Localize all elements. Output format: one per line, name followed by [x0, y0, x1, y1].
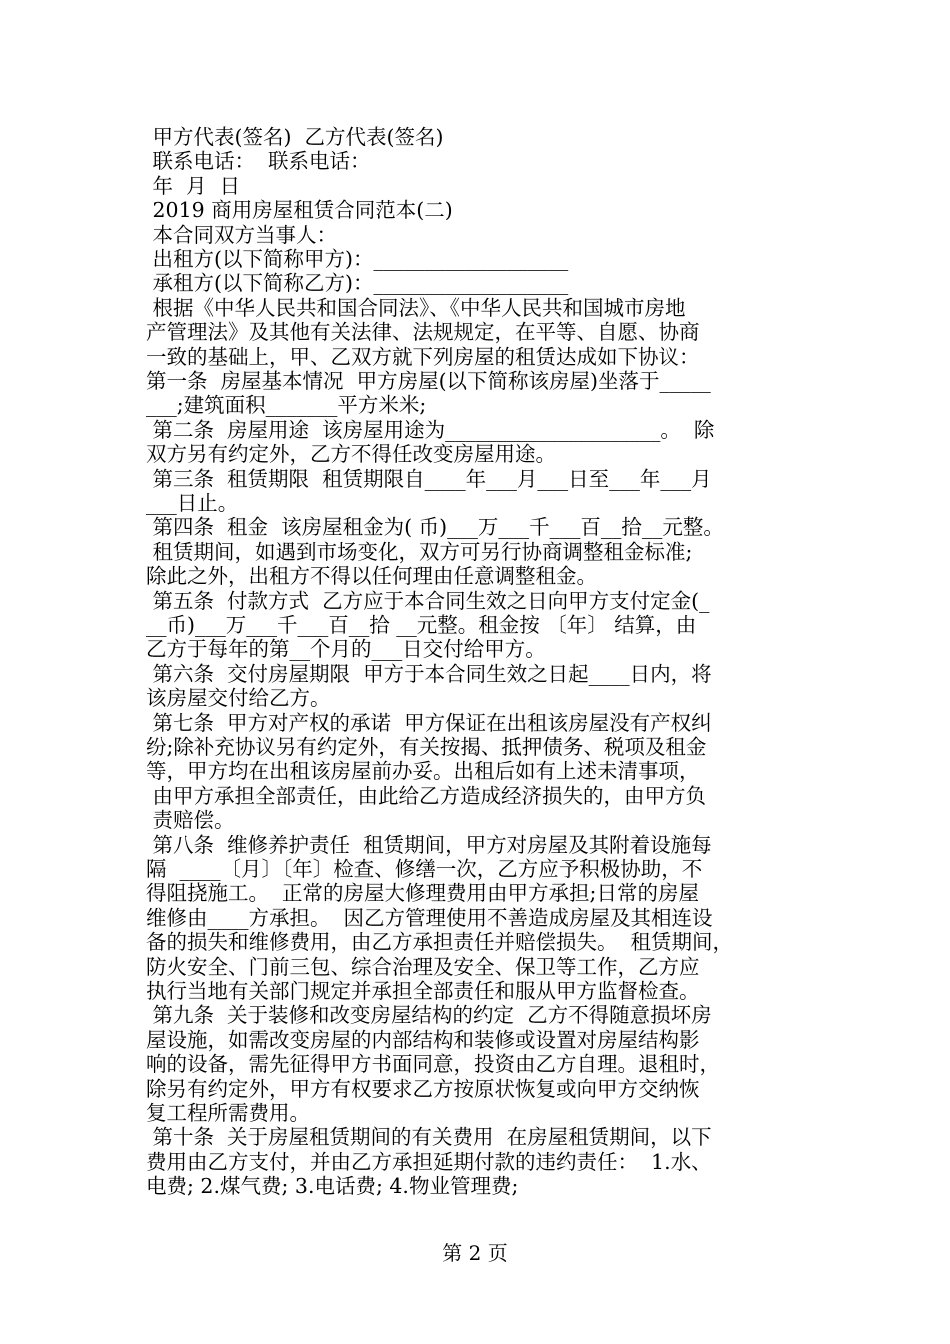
text-line: 执行当地有关部门规定并承担全部责任和服从甲方监督检查。 — [146, 979, 700, 1003]
text-line: 电费; 2.煤气费; 3.电话费; 4.物业管理费; — [146, 1174, 519, 1199]
text-line: 得阻挠施工。 正常的房屋大修理费用由甲方承担;日常的房屋 — [146, 881, 699, 906]
text-line: 除另有约定外，甲方有权要求乙方按原状恢复或向甲方交纳恢 — [146, 1076, 700, 1101]
text-line: 本合同双方当事人： — [146, 222, 338, 247]
text-line: 联系电话： 联系电话： — [146, 149, 371, 174]
text-line: ___日止。 — [146, 491, 239, 515]
page-footer: 第 2 页 — [442, 1241, 508, 1265]
text-line: 费用由乙方支付，并由乙方承担延期付款的违约责任： 1.水、 — [146, 1149, 712, 1174]
text-line: 第八条 维修养护责任 租赁期间，甲方对房屋及其附着设施每 — [146, 832, 712, 857]
text-line: 由甲方承担全部责任，由此给乙方造成经济损失的，由甲方负 — [146, 783, 707, 808]
text-line: 防火安全、门前三包、综合治理及安全、保卫等工作，乙方应 — [146, 954, 700, 979]
text-line: 2019 商用房屋租赁合同范本(二) — [146, 198, 453, 223]
text-line: 第四条 租金 该房屋租金为( 币)___万___千___百__拾__元整。 — [146, 515, 724, 540]
text-line: 第三条 租赁期限 租赁期限自____年___月___日至___年___月 — [146, 466, 712, 491]
text-line: __币)___万___千___百__拾 __元整。租金按 〔年〕 结算，由 — [146, 613, 697, 637]
text-line: 等，甲方均在出租该房屋前办妥。出租后如有上述未清事项， — [146, 759, 700, 784]
text-line: 第六条 交付房屋期限 甲方于本合同生效之日起____日内，将 — [146, 661, 712, 686]
text-line: 承租方(以下简称乙方)：___________________ — [146, 271, 569, 296]
text-line: 该房屋交付给乙方。 — [146, 686, 331, 711]
text-line: 维修由____方承担。 因乙方管理使用不善造成房屋及其相连设 — [146, 905, 713, 930]
text-line: 出租方(以下简称甲方)：___________________ — [146, 247, 569, 271]
text-line: 一致的基础上，甲、乙双方就下列房屋的租赁达成如下协议： — [146, 344, 700, 369]
text-line: 响的设备，需先征得甲方书面同意，投资由乙方自理。退租时， — [146, 1052, 720, 1077]
text-line: ___;建筑面积_______平方米米; — [146, 393, 427, 418]
text-line: 复工程所需费用。 — [146, 1101, 310, 1125]
text-line: 第一条 房屋基本情况 甲方房屋(以下简称该房屋)坐落于_____ — [146, 369, 711, 393]
text-line: 除此之外，出租方不得以任何理由任意调整租金。 — [146, 564, 597, 589]
text-line: 第七条 甲方对产权的承诺 甲方保证在出租该房屋没有产权纠 — [146, 710, 712, 735]
text-line: 第五条 付款方式 乙方应于本合同生效之日向甲方支付定金(_ — [146, 588, 710, 613]
text-line: 责赔偿。 — [146, 808, 235, 833]
text-line: 纷;除补充协议另有约定外，有关按揭、抵押债务、税项及租金 — [146, 735, 707, 759]
text-line: 根据《中华人民共和国合同法》、《中华人民共和国城市房地 — [146, 295, 686, 320]
text-line: 租赁期间，如遇到市场变化，双方可另行协商调整租金标准; — [146, 539, 693, 564]
text-line: 产管理法》及其他有关法律、法规规定，在平等、自愿、协商 — [146, 320, 700, 345]
text-line: 年 月 日 — [146, 173, 241, 198]
text-line: 第十条 关于房屋租赁期间的有关费用 在房屋租赁期间，以下 — [146, 1125, 712, 1150]
text-line: 甲方代表(签名) 乙方代表(签名) — [146, 125, 444, 149]
text-line: 隔 ____〔月〕〔年〕检查、修缮一次，乙方应予积极协助，不 — [146, 857, 703, 881]
text-line: 第二条 房屋用途 该房屋用途为_____________________。 除 — [146, 417, 715, 442]
text-line: 屋设施，如需改变房屋的内部结构和装修或设置对房屋结构影 — [146, 1027, 700, 1052]
text-line: 双方另有约定外，乙方不得任改变房屋用途。 — [146, 442, 556, 467]
text-line: 第九条 关于装修和改变房屋结构的约定 乙方不得随意损坏房 — [146, 1003, 712, 1028]
text-line: 乙方于每年的第__个月的___日交付给甲方。 — [146, 637, 546, 662]
text-line: 备的损失和维修费用，由乙方承担责任并赔偿损失。 租赁期间， — [146, 930, 734, 955]
